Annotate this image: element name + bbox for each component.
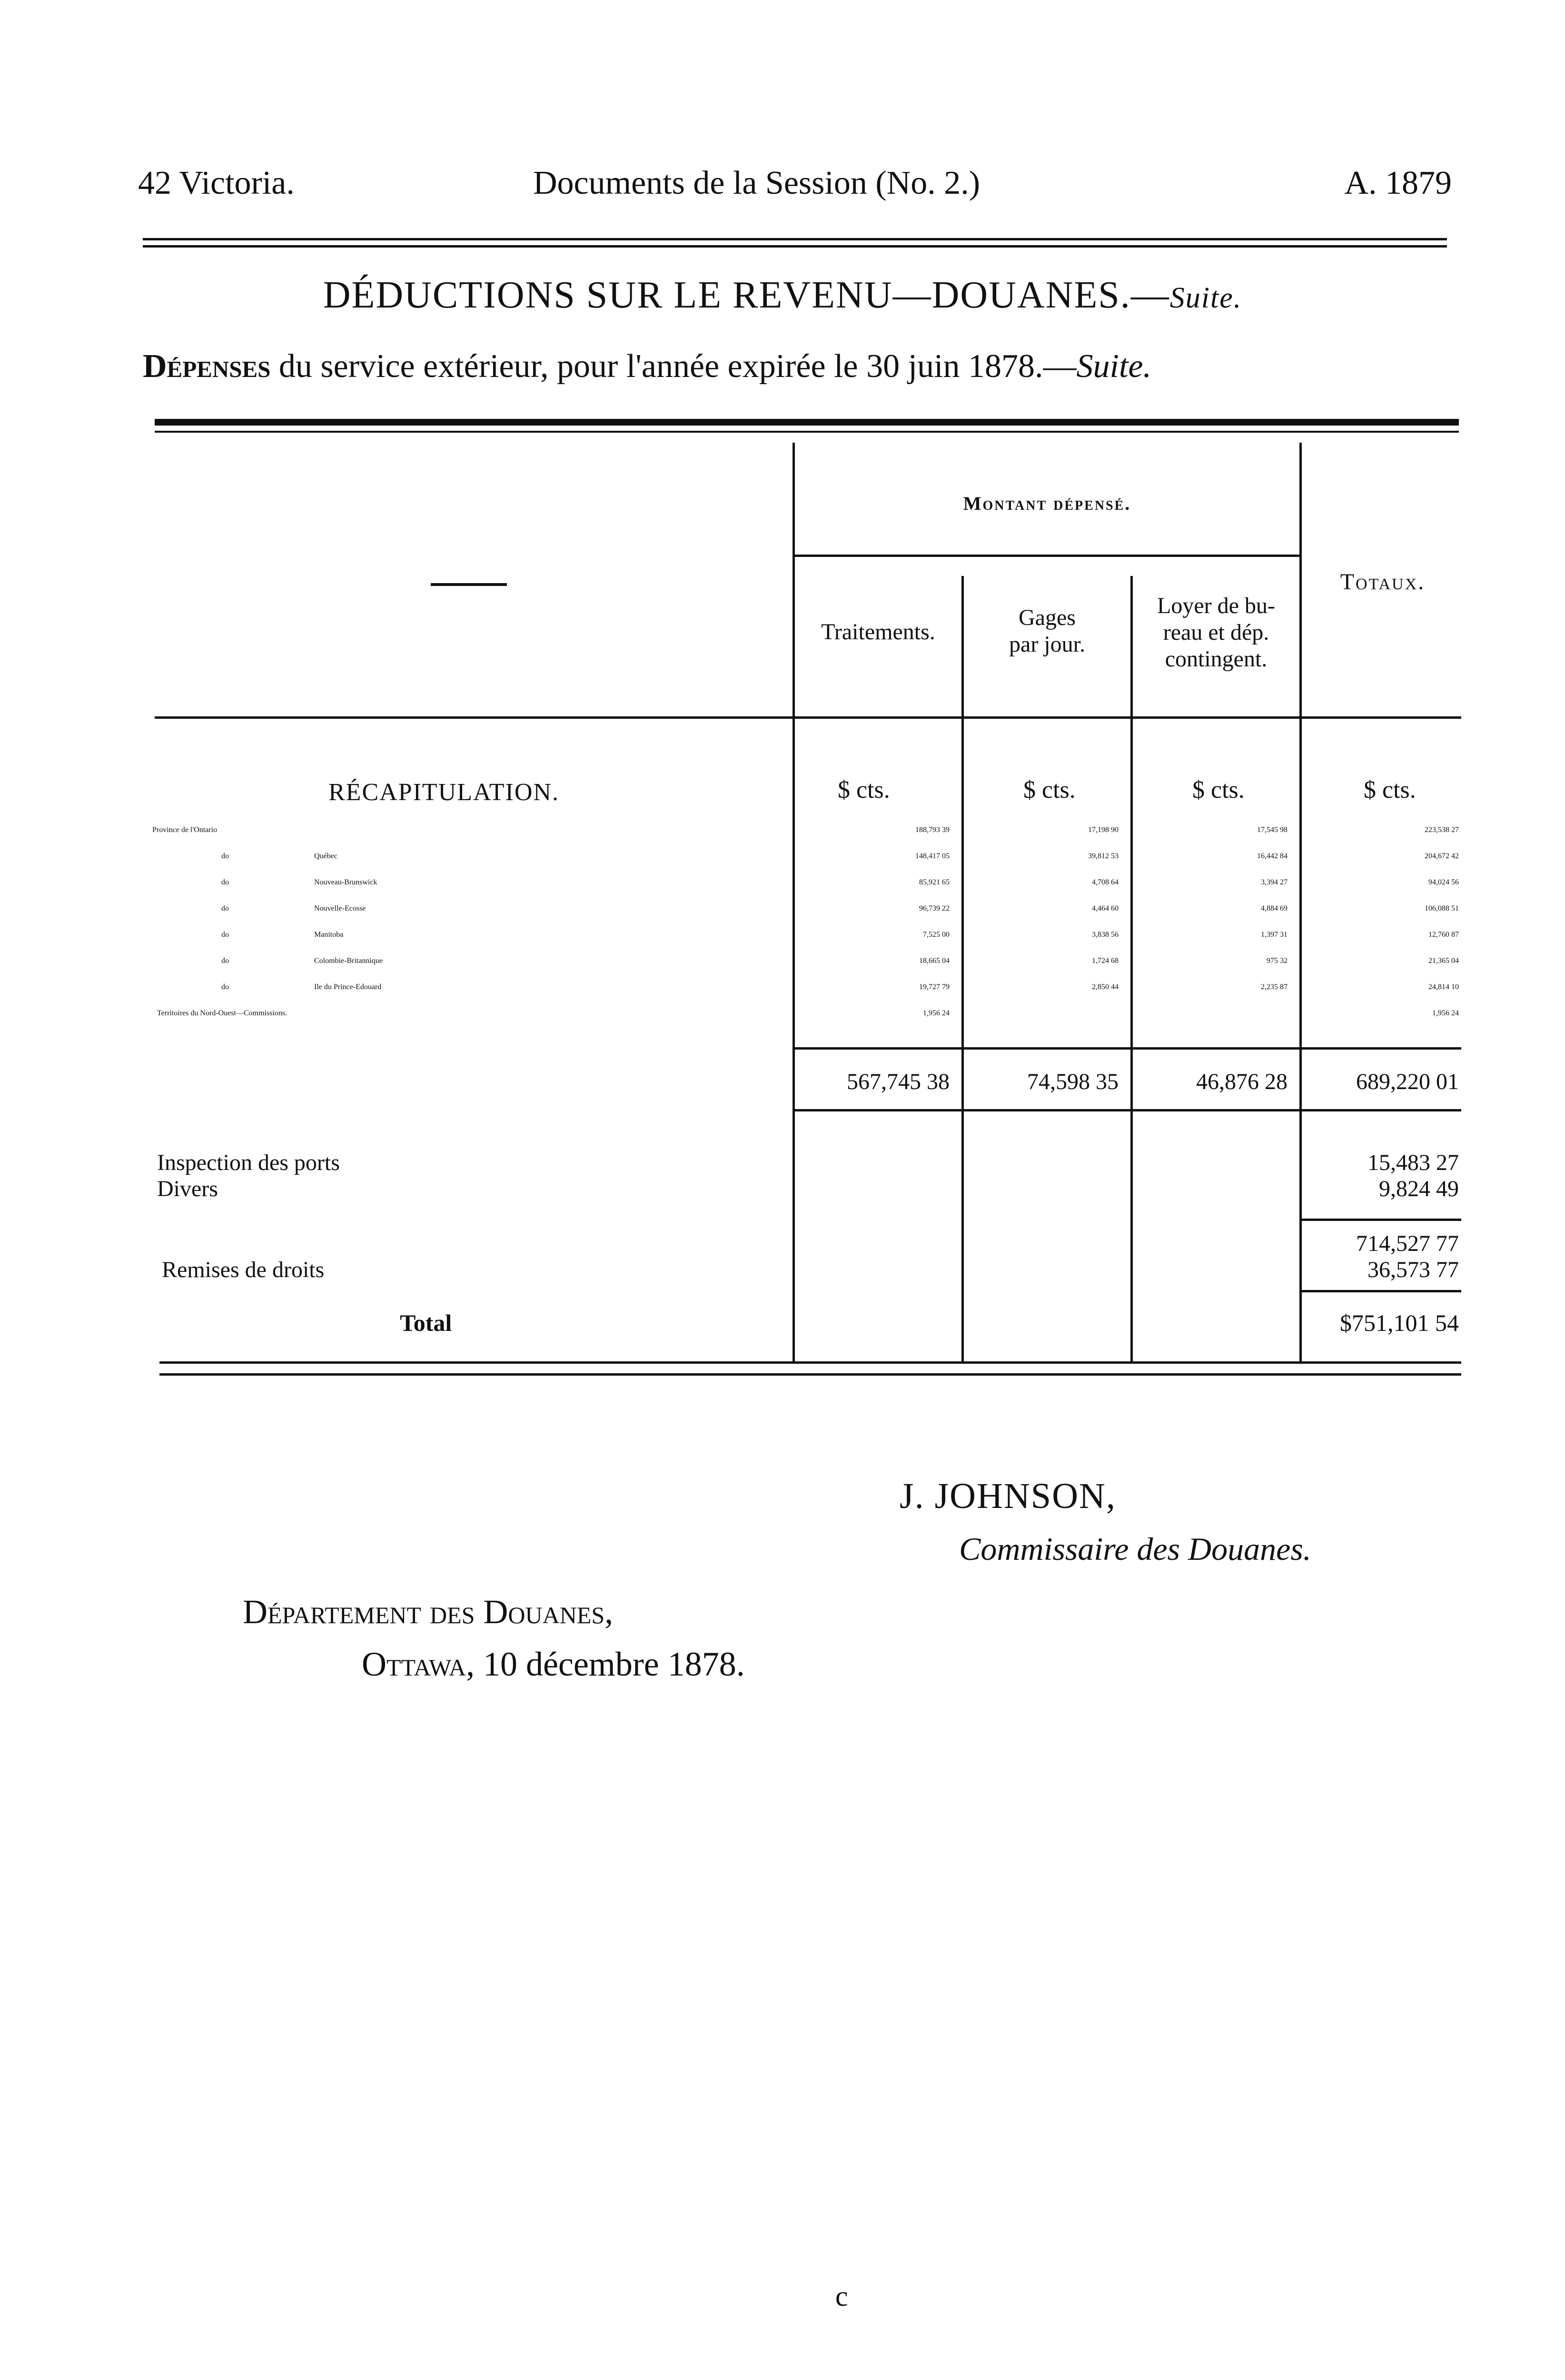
header-loyer-line1: Loyer de bu- <box>1157 593 1275 618</box>
left-header-dash <box>431 583 507 586</box>
row-name: Colombie-Britannique <box>314 957 383 965</box>
remises-totaux: 36,573 77 <box>1367 1257 1459 1282</box>
cell-gages: 39,812 53 <box>1088 852 1119 860</box>
department-date-text: , 10 décembre 1878. <box>466 1645 745 1683</box>
total-label: Total <box>400 1309 452 1336</box>
sum2-totaux: 714,527 77 <box>1356 1231 1459 1256</box>
header-loyer <box>1133 593 1299 673</box>
cell-totaux: 21,365 04 <box>1428 957 1459 965</box>
total-totaux: $751,101 54 <box>1340 1309 1459 1336</box>
table-row <box>152 826 1466 853</box>
table-row <box>152 904 1466 931</box>
header-bottom-rule <box>155 716 1461 719</box>
cell-loyer: 17,545 98 <box>1257 826 1288 834</box>
row-label: do <box>221 878 229 886</box>
subtitle-lead: Dépenses <box>143 348 271 385</box>
table-top-rule-thin <box>155 431 1459 433</box>
remises-row <box>152 1257 1466 1283</box>
cell-traitements: 18,665 04 <box>919 957 950 965</box>
row-label: Territoires du Nord-Ouest—Commissions. <box>157 1009 287 1017</box>
extras-totaux: 15,483 27 <box>1367 1150 1459 1175</box>
cell-traitements: 7,525 00 <box>923 931 950 939</box>
unit-totaux: $ cts. <box>1364 776 1416 803</box>
table-row <box>152 957 1466 983</box>
page-subtitle <box>143 347 1151 386</box>
cell-gages: 17,198 90 <box>1088 826 1119 834</box>
cell-traitements: 148,417 05 <box>915 852 950 860</box>
running-header <box>138 164 1452 207</box>
cell-totaux: 12,760 87 <box>1428 931 1459 939</box>
cell-gages: 4,708 64 <box>1092 878 1119 886</box>
unit-loyer: $ cts. <box>1192 776 1245 803</box>
cell-traitements: 188,793 39 <box>915 826 950 834</box>
table-row <box>152 878 1466 905</box>
sum2-row <box>152 1230 1466 1257</box>
subtotal-rule-bottom <box>792 1109 1461 1111</box>
header-totaux: Totaux. <box>1340 569 1426 595</box>
remises-label: Remises de droits <box>162 1257 325 1282</box>
unit-gages: $ cts. <box>1023 776 1076 803</box>
subtotal-totaux: 689,220 01 <box>1356 1069 1459 1094</box>
cell-totaux: 223,538 27 <box>1425 826 1459 834</box>
page-footer-mark: c <box>835 2281 848 2312</box>
table-row <box>152 852 1466 879</box>
row-name: Nouveau-Brunswick <box>314 878 377 886</box>
cell-totaux: 106,088 51 <box>1425 904 1459 912</box>
department-city: Ottawa <box>362 1645 466 1683</box>
cell-loyer: 2,235 87 <box>1261 983 1288 991</box>
subtotal-gages: 74,598 35 <box>1027 1069 1119 1094</box>
subtotal-traitements: 567,745 38 <box>847 1069 950 1094</box>
row-label: do <box>221 957 229 965</box>
cell-traitements: 85,921 65 <box>919 878 950 886</box>
cell-totaux: 24,814 10 <box>1428 983 1459 991</box>
header-year: A. 1879 <box>1344 165 1452 201</box>
row-label: do <box>221 983 229 991</box>
page-title <box>0 274 1565 317</box>
subtotal-row <box>152 1069 1466 1095</box>
table-row <box>152 983 1466 1010</box>
row-name: Manitoba <box>314 931 344 939</box>
department-name: Département des Douanes, <box>243 1593 614 1631</box>
extras-label: Inspection des ports <box>157 1150 340 1175</box>
header-rule-2 <box>143 245 1447 248</box>
cell-gages: 2,850 44 <box>1092 983 1119 991</box>
header-loyer-line2: reau et dép. <box>1163 620 1269 645</box>
row-label: do <box>221 904 229 912</box>
cell-loyer: 16,442 84 <box>1257 852 1288 860</box>
header-gages-line2: par jour. <box>1009 632 1085 657</box>
montant-underline <box>792 555 1299 557</box>
table-row <box>152 931 1466 957</box>
row-label: Province de l'Ontario <box>152 826 218 834</box>
row-label: do <box>221 852 229 860</box>
cell-loyer: 1,397 31 <box>1261 931 1288 939</box>
subtitle-text: du service extérieur, pour l'année expirée le 30 juin 1878.— <box>270 348 1077 385</box>
header-session: Documents de la Session (No. 2.) <box>533 165 981 201</box>
cell-loyer: 3,394 27 <box>1261 878 1288 886</box>
total-row <box>152 1309 1466 1336</box>
table-row <box>152 1009 1466 1036</box>
signature-name: J. JOHNSON, <box>900 1476 1116 1516</box>
extras-row-inspection <box>152 1150 1466 1176</box>
extras-row-divers <box>152 1176 1466 1202</box>
cell-traitements: 19,727 79 <box>919 983 950 991</box>
table-bottom-rule-1 <box>159 1361 1461 1364</box>
title-suite: Suite. <box>1169 282 1242 314</box>
department-date <box>362 1645 745 1684</box>
cell-totaux: 1,956 24 <box>1432 1009 1459 1017</box>
cell-gages: 1,724 68 <box>1092 957 1119 965</box>
subtotal-rule-top <box>792 1047 1461 1050</box>
header-montant-depense: Montant dépensé. <box>963 493 1131 514</box>
header-loyer-line3: contingent. <box>1165 646 1268 672</box>
title-main: DÉDUCTIONS SUR LE REVENU—DOUANES.— <box>323 274 1170 316</box>
subtotal-loyer: 46,876 28 <box>1196 1069 1288 1094</box>
cell-gages: 4,464 60 <box>1092 904 1119 912</box>
remises-rule <box>1299 1290 1461 1292</box>
header-gages-line1: Gages <box>1019 605 1076 630</box>
row-name: Ile du Prince-Edouard <box>314 983 382 991</box>
cell-traitements: 1,956 24 <box>923 1009 950 1017</box>
header-volume: 42 Victoria. <box>138 165 295 201</box>
row-label: do <box>221 931 229 939</box>
cell-totaux: 204,672 42 <box>1425 852 1459 860</box>
cell-loyer: 4,884 69 <box>1261 904 1288 912</box>
unit-traitements: $ cts. <box>838 776 890 803</box>
extras-label: Divers <box>157 1176 218 1201</box>
cell-gages: 3,838 56 <box>1092 931 1119 939</box>
table-bottom-rule-2 <box>159 1373 1461 1376</box>
table-top-rule-thick <box>155 419 1459 426</box>
subtitle-suite: Suite. <box>1076 348 1151 385</box>
header-gages <box>964 605 1130 658</box>
extras-rule <box>1299 1219 1461 1221</box>
cell-totaux: 94,024 56 <box>1428 878 1459 886</box>
header-rule-1 <box>143 238 1447 240</box>
extras-totaux: 9,824 49 <box>1379 1176 1459 1201</box>
recap-heading: RÉCAPITULATION. <box>328 779 559 806</box>
row-name: Nouvelle-Ecosse <box>314 904 366 912</box>
cell-loyer: 975 32 <box>1267 957 1288 965</box>
header-traitements: Traitements. <box>821 619 935 645</box>
signature-title: Commissaire des Douanes. <box>959 1531 1311 1567</box>
row-name: Québec <box>314 852 337 860</box>
cell-traitements: 96,739 22 <box>919 904 950 912</box>
